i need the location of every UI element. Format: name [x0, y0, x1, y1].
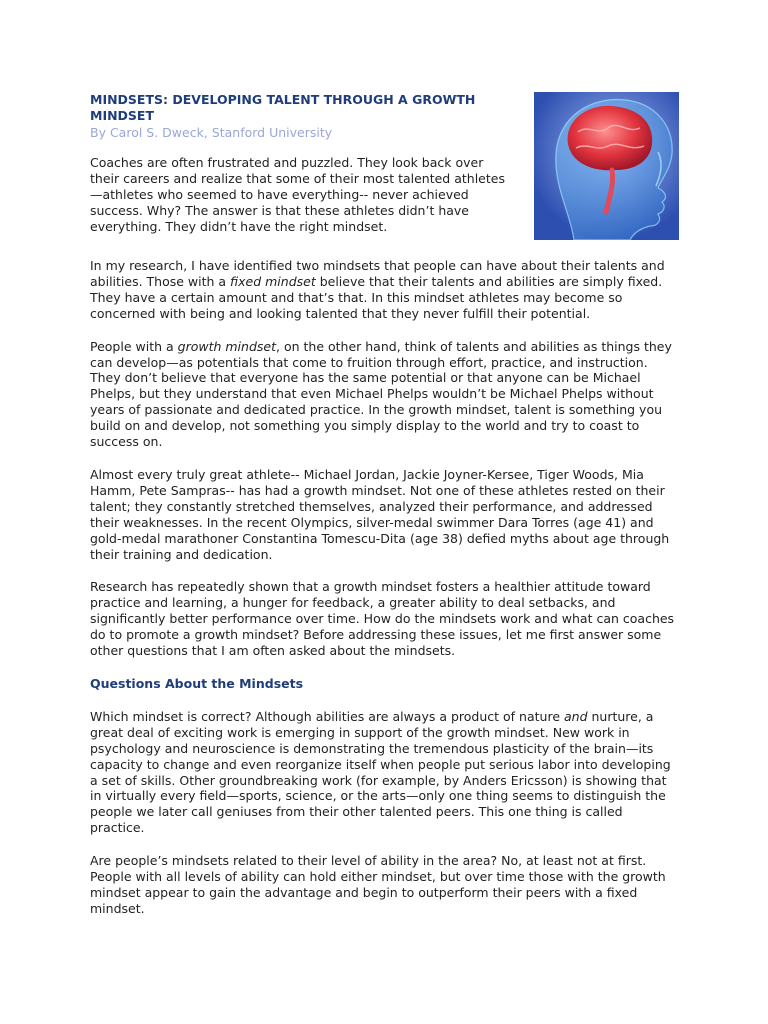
paragraph-ability-level: Are people’s mindsets related to their level of ability in the area? No, at least not at first. People with all levels of ability can hold either mindset, but over time those with the growth mindset appear to gain the advantage and begin to outperform their peers with a fixed mindset. — [90, 853, 666, 916]
paragraph-which-mindset — [90, 709, 680, 836]
article — [90, 92, 680, 916]
paragraph-research: Research has repeatedly shown that a growth mindset fosters a healthier attitude toward practice and learning, a hunger for feedback, a greater ability to deal setbacks, and significantly better performance over time. How do the mindsets work and what can coaches do to promote a growth mindset? Before addressing these issues, let me first answer some other questions that I am often asked about the mindsets. — [90, 579, 675, 659]
emphasis-growth-mindset: growth mindset — [177, 338, 276, 354]
article-body — [90, 258, 680, 934]
emphasis-and: and — [563, 708, 588, 724]
paragraph-great-athletes: Almost every truly great athlete-- Michael Jordan, Jackie Joyner-Kersee, Tiger Woods, Mia Hamm, Pete Sampras-- has had a growth mindset. Not one of these athletes rested on their talent; they constantly stretched themselves, analyzed their performance, and addressed their weaknesses. In the recent Olympics, silver-medal swimmer Dara Torres (age 41) and gold-medal marathoner Constantina Tomescu-Dita (age 38) defied myths about age through their training and dedication. — [90, 466, 670, 562]
paragraph-text: nurture, a great deal of exciting work is emerging in support of the growth mindset. New work in psychology and neuroscience is demonstrating the tremendous plasticity of the brain—its capacity to change and even reorganize itself when people put serious labor into developing a set of skills. Other groundbreaking work (for example, by Anders Ericsson) is showing that in virtually every field—sports, science, or the arts—only one thing seems to distinguish the people we later call geniuses from their other talented peers. This one thing is called practice. — [90, 708, 671, 836]
paragraph-text: believe that their talents and abilities are simply fixed. They have a certain amount and that’s that. In this mindset athletes may become so concerned with being and looking talented that they never fulfill their potential. — [90, 273, 663, 321]
paragraph-fixed-mindset — [90, 258, 680, 322]
paragraph-text: People with a — [90, 338, 178, 354]
paragraph-text: Which mindset is correct? Although abilities are always a product of nature — [90, 708, 564, 724]
paragraph-text: In my research, I have identified two mindsets that people can have about their talents and abilities. Those with a — [90, 258, 665, 289]
article-title: MINDSETS: DEVELOPING TALENT THROUGH A GROWTH MINDSET — [90, 92, 476, 123]
article-header — [90, 92, 680, 242]
paragraph-text: , on the other hand, think of talents and abilities as things they can develop—as potentials that come to fruition through effort, practice, and instruction. They don’t believe that everyone has the same potential or that anyone can be Michael Phelps, but they understand that even Michael Phelps wouldn’t be Michael Phelps without years of passionate and dedicated practice. In the growth mindset, talent is something you build on and develop, not something you simply display to the world and try to coast to success on. — [90, 338, 672, 450]
intro-paragraph: Coaches are often frustrated and puzzled. They look back over their careers and realize that some of their most talented athletes—athletes who seemed to have everything-- never achieved success. Why? The answer is that these athletes didn’t have everything. They didn’t have the right mindset. — [90, 155, 505, 234]
article-byline: By Carol S. Dweck, Stanford University — [90, 125, 333, 140]
brain-head-illustration-art — [534, 92, 679, 240]
emphasis-fixed-mindset: fixed mindset — [230, 273, 316, 289]
section-heading: Questions About the Mindsets — [90, 675, 304, 691]
paragraph-growth-mindset — [90, 339, 680, 450]
brain-head-illustration — [534, 92, 679, 240]
